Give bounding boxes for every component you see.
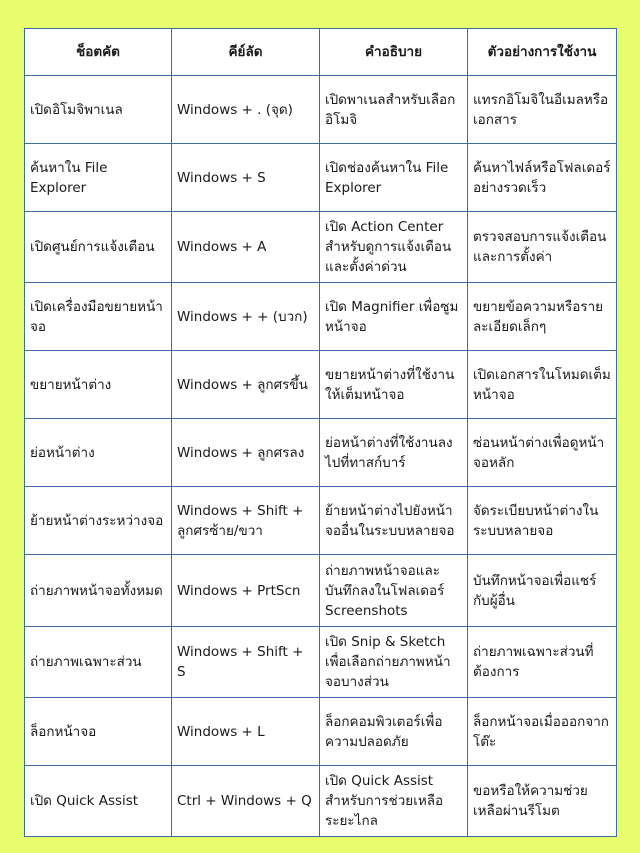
table-row [25, 766, 617, 837]
cell-shortcut: ย่อหน้าต่าง [25, 419, 172, 487]
cell-keys: Windows + Shift + S [172, 627, 320, 698]
cell-description: ย่อหน้าต่างที่ใช้งานลงไปที่ทาสก์บาร์ [320, 419, 468, 487]
cell-shortcut: เปิดศูนย์การแจ้งเตือน [25, 212, 172, 283]
cell-description: เปิดช่องค้นหาใน File Explorer [320, 144, 468, 212]
header-description: คำอธิบาย [320, 29, 468, 76]
cell-description: ขยายหน้าต่างที่ใช้งานให้เต็มหน้าจอ [320, 351, 468, 419]
table-row [25, 76, 617, 144]
cell-keys: Windows + S [172, 144, 320, 212]
cell-description: ถ่ายภาพหน้าจอและบันทึกลงในโฟลเดอร์ Screenshots [320, 555, 468, 627]
cell-shortcut: ย้ายหน้าต่างระหว่างจอ [25, 487, 172, 555]
cell-shortcut: เปิด Quick Assist [25, 766, 172, 837]
cell-example: ขยายข้อความหรือรายละเอียดเล็กๆ [468, 283, 617, 351]
cell-shortcut: เปิดเครื่องมือขยายหน้าจอ [25, 283, 172, 351]
table-row [25, 283, 617, 351]
cell-example: ตรวจสอบการแจ้งเตือนและการตั้งค่า [468, 212, 617, 283]
cell-example: เปิดเอกสารในโหมดเต็มหน้าจอ [468, 351, 617, 419]
shortcut-table [24, 28, 617, 837]
header-example: ตัวอย่างการใช้งาน [468, 29, 617, 76]
cell-example: แทรกอิโมจิในอีเมลหรือเอกสาร [468, 76, 617, 144]
cell-example: บันทึกหน้าจอเพื่อแชร์กับผู้อื่น [468, 555, 617, 627]
cell-shortcut: ถ่ายภาพหน้าจอทั้งหมด [25, 555, 172, 627]
cell-description: ย้ายหน้าต่างไปยังหน้าจออื่นในระบบหลายจอ [320, 487, 468, 555]
cell-example: ขอหรือให้ความช่วยเหลือผ่านรีโมต [468, 766, 617, 837]
table-row [25, 627, 617, 698]
cell-keys: Ctrl + Windows + Q [172, 766, 320, 837]
cell-shortcut: ล็อกหน้าจอ [25, 698, 172, 766]
table-row [25, 144, 617, 212]
cell-example: ถ่ายภาพเฉพาะส่วนที่ต้องการ [468, 627, 617, 698]
cell-description: เปิด Quick Assist สำหรับการช่วยเหลือระยะไกล [320, 766, 468, 837]
cell-shortcut: ถ่ายภาพเฉพาะส่วน [25, 627, 172, 698]
cell-keys: Windows + PrtScn [172, 555, 320, 627]
cell-description: เปิด Magnifier เพื่อซูมหน้าจอ [320, 283, 468, 351]
shortcut-sheet [24, 28, 616, 837]
table-row [25, 212, 617, 283]
table-row [25, 555, 617, 627]
cell-description: เปิด Snip & Sketch เพื่อเลือกถ่ายภาพหน้าจอบางส่วน [320, 627, 468, 698]
cell-shortcut: ขยายหน้าต่าง [25, 351, 172, 419]
cell-example: ค้นหาไฟล์หรือโฟลเดอร์อย่างรวดเร็ว [468, 144, 617, 212]
cell-keys: Windows + L [172, 698, 320, 766]
cell-keys: Windows + . (จุด) [172, 76, 320, 144]
cell-example: ล็อกหน้าจอเมื่อออกจากโต๊ะ [468, 698, 617, 766]
cell-keys: Windows + ลูกศรลง [172, 419, 320, 487]
cell-shortcut: เปิดอิโมจิพาเนล [25, 76, 172, 144]
table-row [25, 487, 617, 555]
header-keys: คีย์ลัด [172, 29, 320, 76]
header-row [25, 29, 617, 76]
cell-description: ล็อกคอมพิวเตอร์เพื่อความปลอดภัย [320, 698, 468, 766]
cell-keys: Windows + ลูกศรขึ้น [172, 351, 320, 419]
cell-shortcut: ค้นหาใน File Explorer [25, 144, 172, 212]
table-row [25, 698, 617, 766]
cell-keys: Windows + Shift + ลูกศรซ้าย/ขวา [172, 487, 320, 555]
cell-keys: Windows + A [172, 212, 320, 283]
table-row [25, 419, 617, 487]
header-shortcut: ช็อตคัต [25, 29, 172, 76]
cell-description: เปิดพาเนลสำหรับเลือกอิโมจิ [320, 76, 468, 144]
cell-example: ซ่อนหน้าต่างเพื่อดูหน้าจอหลัก [468, 419, 617, 487]
table-row [25, 351, 617, 419]
cell-keys: Windows + + (บวก) [172, 283, 320, 351]
cell-description: เปิด Action Center สำหรับดูการแจ้งเตือนและตั้งค่าด่วน [320, 212, 468, 283]
cell-example: จัดระเบียบหน้าต่างในระบบหลายจอ [468, 487, 617, 555]
